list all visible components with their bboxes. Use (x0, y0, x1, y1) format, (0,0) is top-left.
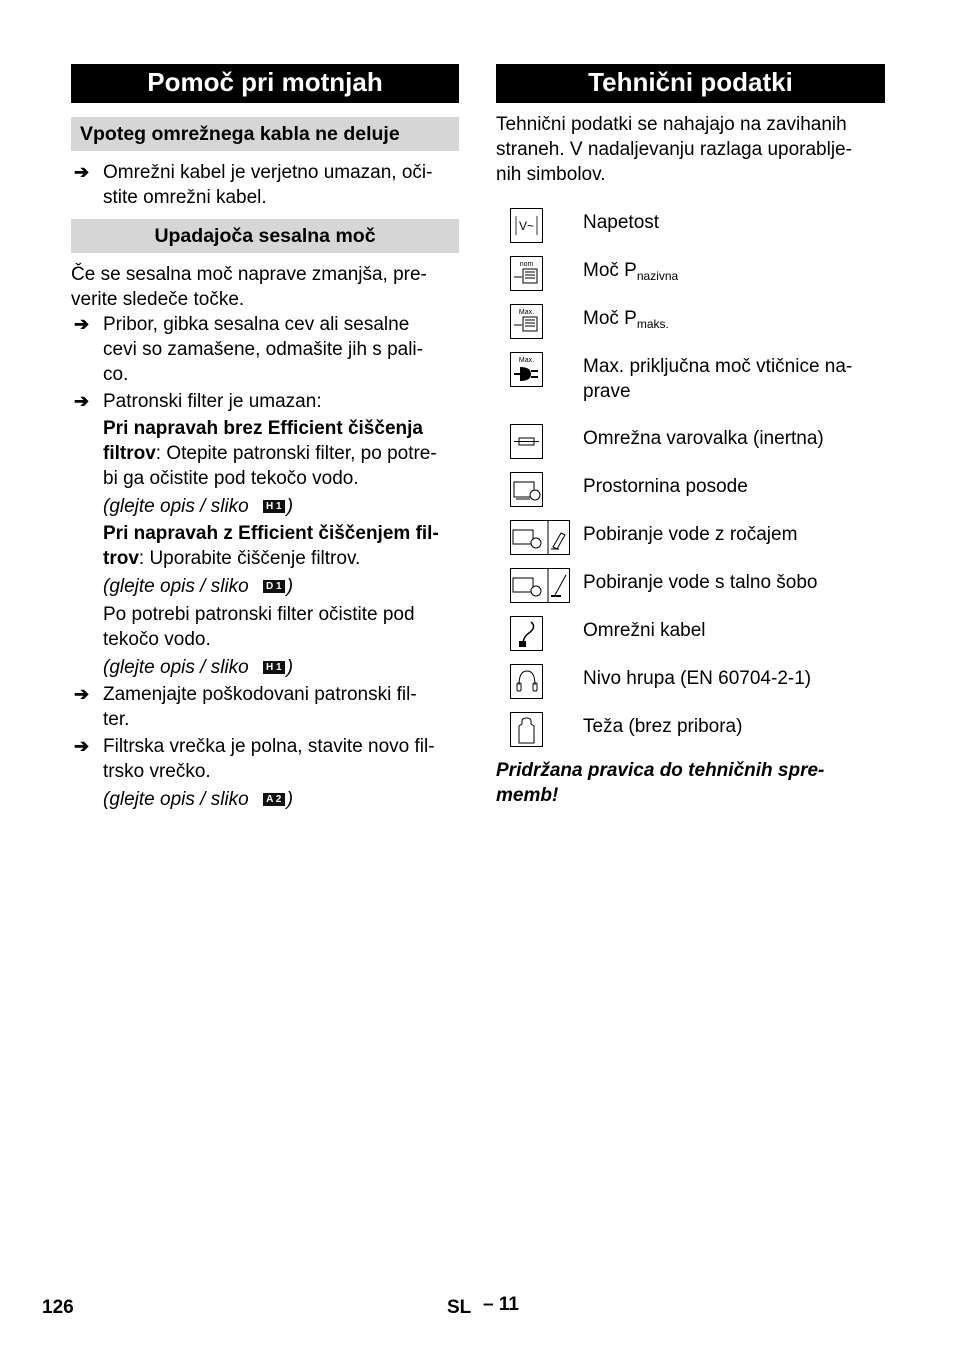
subsection-title-cable: Vpoteg omrežnega kabla ne deluje (71, 117, 459, 151)
section-title-technical-data: Tehnični podatki (496, 64, 885, 103)
paragraph: Pri napravah brez Efficient čiščenja filtrov: Otepite patronski filter, po potre- bi ga očistite pod tekočo vodo. (103, 418, 437, 489)
list-item: ➔ Zamenjajte poškodovani patronski fil- ter. (74, 684, 417, 730)
subsection-title-suction: Upadajoča sesalna moč (71, 219, 459, 253)
symbol-list (496, 210, 885, 762)
language-code: SL (447, 1297, 472, 1318)
svg-text:V~: V~ (518, 219, 535, 233)
symbol-row: Pobiranje vode s talno šobo (496, 570, 885, 618)
symbol-row: V~ Napetost (496, 210, 885, 258)
symbol-row: Prostornina posode (496, 474, 885, 522)
power-nominal-icon (510, 256, 543, 291)
paragraph: Tehnični podatki se nahajajo na zavihanih straneh. V nadaljevanju razlaga uporablje- nih simbolov. (496, 114, 852, 185)
arrow-right-icon: ➔ (74, 391, 90, 411)
hand-water-pickup-icon (510, 520, 570, 555)
symbol-row (496, 258, 885, 306)
symbol-row (496, 354, 885, 426)
symbol-row (496, 306, 885, 354)
figure-reference: (glejte opis / sliko A 2 ) (103, 789, 294, 810)
svg-text:Max.: Max. (518, 357, 535, 364)
paragraph: Po potrebi patronski filter očistite pod tekočo vodo. (103, 604, 415, 650)
symbol-row: Teža (brez pribora) (496, 714, 885, 762)
fuse-icon (510, 424, 543, 459)
left-column (71, 64, 459, 812)
figure-reference: (glejte opis / sliko D 1 ) (103, 576, 294, 597)
note: Pridržana pravica do tehničnih spre- memb! (496, 760, 825, 806)
paragraph: Če se sesalna moč naprave zmanjša, pre- verite sledeče točke. (71, 264, 427, 310)
figure-badge-a2: A 2 (263, 793, 285, 806)
page-number: 126 (42, 1297, 74, 1318)
paragraph: Pri napravah z Efficient čiščenjem fil- trov: Uporabite čiščenje filtrov. (103, 523, 439, 569)
symbol-label: Moč $P_{maks.}$ (583, 308, 669, 331)
figure-reference: (glejte opis / sliko H 1 ) (103, 657, 294, 678)
symbol-row: Pobiranje vode z ročajem (496, 522, 885, 570)
socket-power-icon (510, 352, 543, 387)
list-item: ➔ Filtrska vrečka je polna, stavite novo fil- trsko vrečko. (glejte opis / sliko A 2 ) (71, 734, 459, 812)
list-item: ➔ Patronski filter je umazan: Pri napravah brez Efficient čiščenja filtrov: Otepite patronski filter, po potre- bi ga očistite pod tekočo vodo. (glejte opis / sliko H 1 ) Pri napravah z Efficient čiščenjem fil- trov: Uporabite čiščenje filtrov. (glejte opis / sliko D 1 ) Po potrebi patronski filter očistite pod tekočo vodo. (glejte opis / sliko H 1 ) (71, 389, 459, 680)
arrow-right-icon: ➔ (74, 314, 90, 334)
list-item: ➔ Omrežni kabel je verjetno umazan, oči- stite omrežni kabel. (74, 162, 433, 208)
arrow-right-icon: ➔ (74, 684, 90, 704)
symbol-row: Nivo hrupa (EN 60704-2-1) (496, 666, 885, 714)
symbol-row: Omrežna varovalka (inertna) (496, 426, 885, 474)
section-title-troubleshooting: Pomoč pri motnjah (71, 64, 459, 103)
weight-icon (510, 712, 543, 747)
figure-reference: (glejte opis / sliko H 1 ) (103, 496, 294, 517)
figure-badge-h1: H 1 (263, 661, 285, 674)
list-item: ➔ Pribor, gibka sesalna cev ali sesalne cevi so zamašene, odmašite jih s pali- co. (74, 314, 423, 385)
svg-text:nom: nom (519, 261, 534, 268)
svg-text:Max.: Max. (518, 309, 535, 316)
container-icon (510, 472, 543, 507)
right-column (496, 64, 885, 808)
section-page-number: – 11 (483, 1294, 519, 1315)
figure-badge-h1: H 1 (263, 500, 285, 513)
floor-water-pickup-icon (510, 568, 570, 603)
symbol-row: Omrežni kabel (496, 618, 885, 666)
noise-level-icon (510, 664, 543, 699)
symbol-label: Max. priključna moč vtičnice na- prave (583, 356, 853, 402)
power-max-icon (510, 304, 543, 339)
arrow-right-icon: ➔ (74, 162, 90, 182)
symbol-label: Moč $P_{nazivna}$ (583, 260, 679, 283)
figure-badge-d1: D 1 (263, 580, 285, 593)
arrow-right-icon: ➔ (74, 736, 90, 756)
power-cable-icon (510, 616, 543, 651)
voltage-icon (510, 208, 543, 243)
